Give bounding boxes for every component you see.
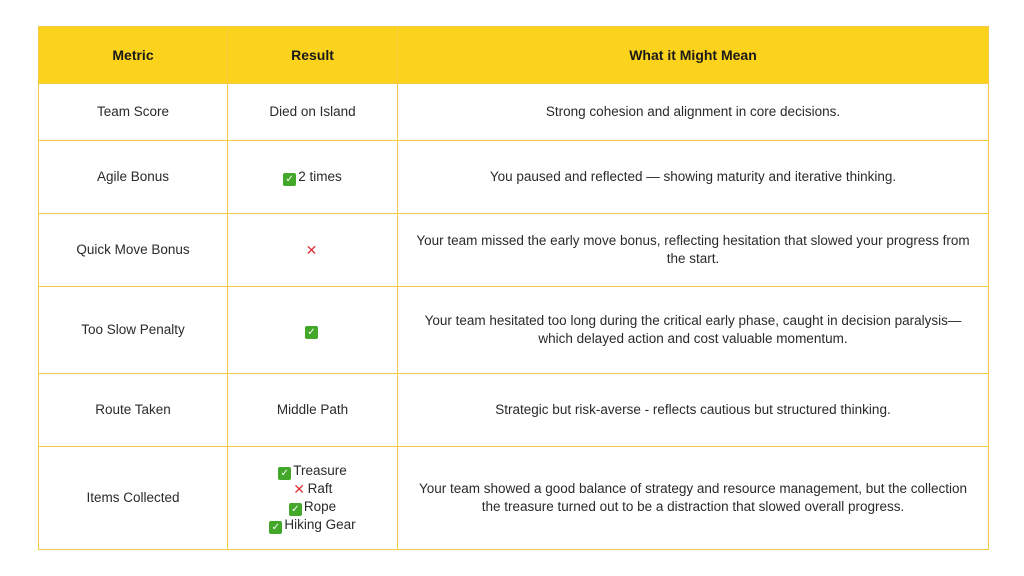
result-cell (228, 214, 398, 287)
metric-cell: Quick Move Bonus (39, 214, 228, 287)
check-icon: ✓ (269, 521, 282, 534)
meaning-cell: Strategic but risk-averse - reflects cautious but structured thinking. (398, 374, 989, 447)
item-label: Hiking Gear (284, 516, 356, 532)
list-item (238, 516, 387, 534)
meaning-cell: Your team showed a good balance of strategy and resource management, but the collection the treasure turned out to be a distraction that slowed overall progress. (398, 447, 989, 550)
table-row (39, 447, 989, 550)
cross-icon: ✕ (293, 482, 305, 499)
check-icon: ✓ (283, 173, 296, 186)
result-cell (228, 287, 398, 374)
metric-cell: Route Taken (39, 374, 228, 447)
check-icon: ✓ (305, 326, 318, 339)
metric-cell: Too Slow Penalty (39, 287, 228, 374)
results-table (38, 26, 989, 550)
table-row (39, 84, 989, 141)
check-icon: ✓ (289, 503, 302, 516)
item-label: Rope (303, 498, 337, 514)
metric-cell: Items Collected (39, 447, 228, 550)
header-metric: Metric (39, 27, 228, 84)
result-text: 2 times (298, 169, 342, 184)
items-cell (228, 447, 398, 550)
table-row (39, 141, 989, 214)
list-item (238, 462, 387, 480)
result-cell (228, 141, 398, 214)
result-cell: Middle Path (228, 374, 398, 447)
table-row (39, 374, 989, 447)
metric-cell: Team Score (39, 84, 228, 141)
meaning-cell: Your team hesitated too long during the critical early phase, caught in decision paralysis—which delayed action and cost valuable momentum. (398, 287, 989, 374)
table-row (39, 287, 989, 374)
check-icon: ✓ (278, 467, 291, 480)
header-meaning: What it Might Mean (398, 27, 989, 84)
item-label: Raft (307, 481, 333, 497)
list-item (238, 480, 387, 498)
header-result: Result (228, 27, 398, 84)
metric-cell: Agile Bonus (39, 141, 228, 214)
list-item (238, 498, 387, 516)
header-row (39, 27, 989, 84)
meaning-cell: Your team missed the early move bonus, reflecting hesitation that slowed your progress from the start. (398, 214, 989, 287)
cross-icon: ✕ (305, 243, 318, 259)
meaning-cell: You paused and reflected — showing maturity and iterative thinking. (398, 141, 989, 214)
table-row (39, 214, 989, 287)
item-label: Treasure (293, 463, 347, 479)
result-cell: Died on Island (228, 84, 398, 141)
meaning-cell: Strong cohesion and alignment in core decisions. (398, 84, 989, 141)
